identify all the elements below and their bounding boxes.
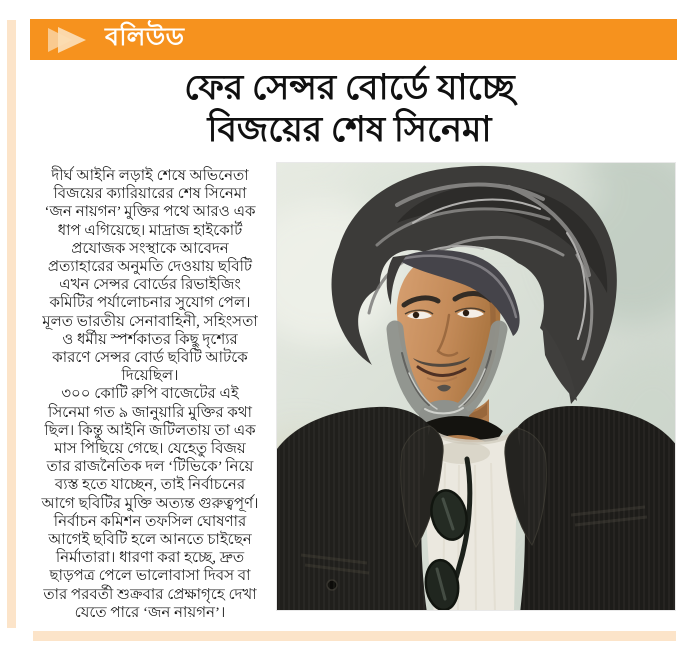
article-line: ও ধর্মীয় স্পর্শকাতর কিছু দৃশ্যের xyxy=(62,331,238,348)
article-line: ‘জন নায়গন’ মুক্তির পথে আরও এক xyxy=(44,204,256,221)
article-line: এখন সেন্সর বোর্ডের রিভাইজিং xyxy=(59,277,241,294)
article-line: প্রত্যাহারের অনুমতি দেওয়ায় ছবিটি xyxy=(47,259,253,276)
article-headline xyxy=(0,67,699,151)
section-title: বলিউড xyxy=(105,22,185,51)
article-line: দীর্ঘ আইনি লড়াই শেষে অভিনেতা xyxy=(51,168,249,184)
article-line: মাস পিছিয়ে গেছে। যেহেতু বিজয় xyxy=(54,441,246,458)
article-line: আগে ছবিটির মুক্তি অত্যন্ত গুরুত্বপূর্ণ। xyxy=(41,495,259,512)
article-line: ব্যস্ত হতে যাচ্ছেন, তাই নির্বাচনের xyxy=(54,477,246,494)
article-line: নির্মাতারা। ধারণা করা হচ্ছে, দ্রুত xyxy=(55,550,245,567)
article-body xyxy=(30,167,270,622)
bottom-accent-bar xyxy=(33,631,676,641)
article-line: সিনেমা গত ৯ জানুয়ারি মুক্তির কথা xyxy=(48,404,252,421)
article-line: প্রযোজক সংস্থাকে আবেদন xyxy=(71,240,229,257)
play-arrows-icon xyxy=(46,26,92,54)
portrait-jacket xyxy=(277,403,675,610)
article-line: ছিল। কিন্তু আইনি জটিলতায় তা এক xyxy=(44,422,256,439)
article-line: নির্বাচন কমিশন তফসিল ঘোষণার xyxy=(53,513,247,530)
article-line: ৩০০ কোটি রুপি বাজেটের এই xyxy=(61,386,239,403)
headline-line-2: বিজয়ের শেষ সিনেমা xyxy=(207,110,492,149)
article-line: ছাড়পত্র পেলে ভালোবাসা দিবস বা xyxy=(49,568,251,585)
article-line: কারণে সেন্সর বোর্ড ছবিটি আটকে xyxy=(52,350,248,367)
section-header xyxy=(30,19,677,60)
article-line: দিয়েছিল। xyxy=(121,368,179,385)
article-line: মূলত ভারতীয় সেনাবাহিনী, সহিংসতা xyxy=(42,313,258,330)
article-line: বিজয়ের ক্যারিয়ারের শেষ সিনেমা xyxy=(53,186,247,203)
article-line: কমিটির পর্যালোচনার সুযোগ পেল। xyxy=(49,295,251,312)
article-line: তার রাজনৈতিক দল ‘টিভিকে’ নিয়ে xyxy=(46,459,254,476)
article-line: যেতে পারে ‘জন নায়গন’। xyxy=(74,604,226,621)
article-line: ধাপ এগিয়েছে। মাদ্রাজ হাইকোর্ট xyxy=(57,222,243,239)
headline-line-1: ফের সেন্সর বোর্ডে যাচ্ছে xyxy=(184,68,515,107)
article-line: আগেই ছবিটি হলে আনতে চাইছেন xyxy=(48,532,252,549)
article-photo xyxy=(277,163,675,610)
article-line: তার পরবর্তী শুক্রবার প্রেক্ষাগৃহে দেখা xyxy=(43,586,257,603)
